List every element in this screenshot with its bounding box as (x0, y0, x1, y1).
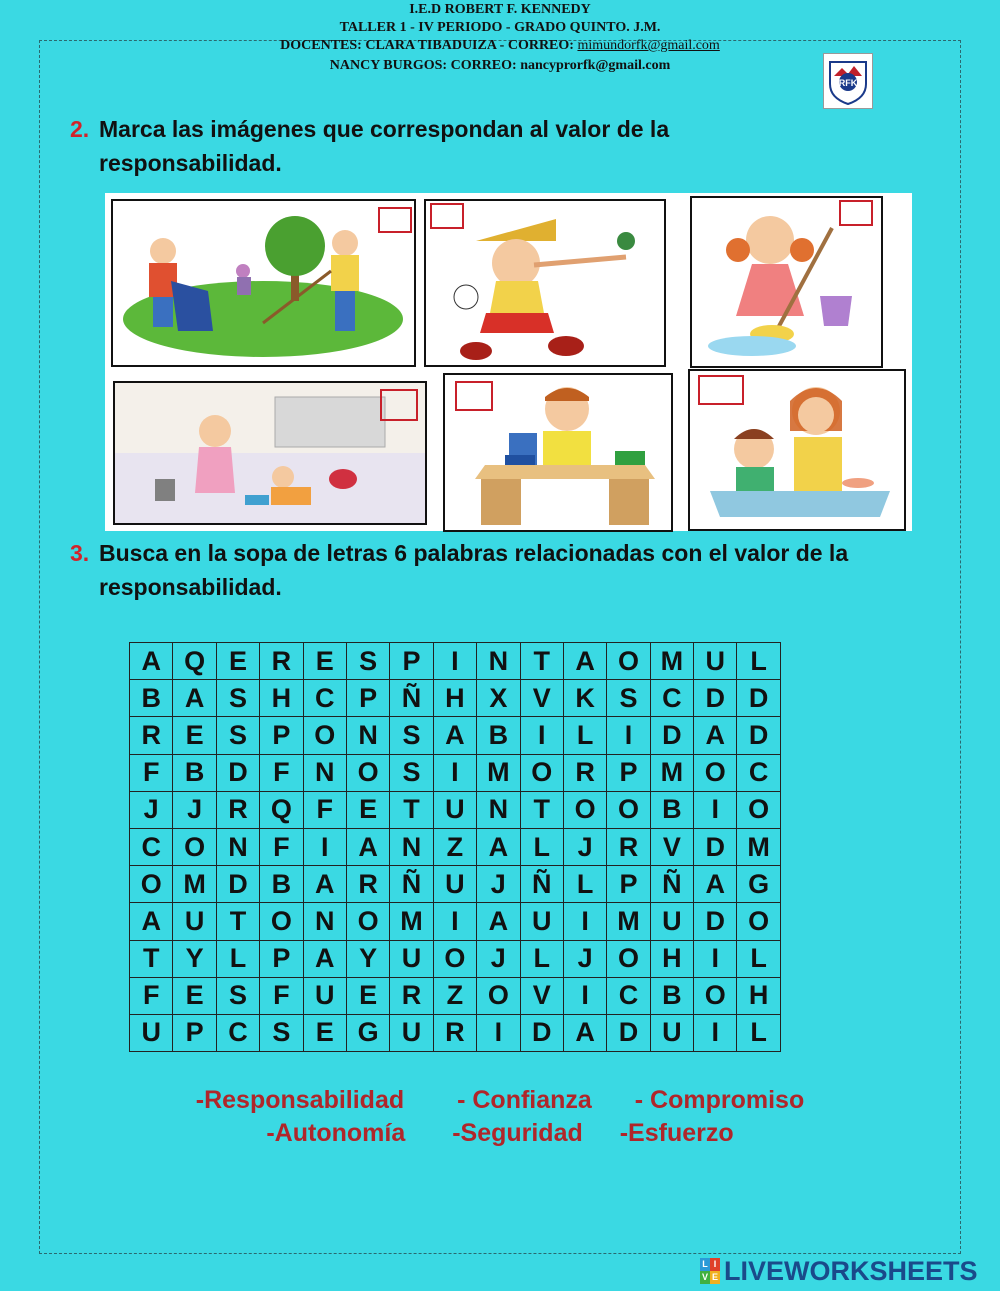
grid-cell[interactable]: I (303, 828, 346, 865)
grid-cell[interactable]: F (260, 754, 303, 791)
grid-cell[interactable]: E (303, 1014, 346, 1051)
question-3 (70, 536, 960, 604)
grid-cell[interactable]: F (130, 754, 173, 791)
grid-cell[interactable]: D (694, 903, 737, 940)
liveworksheets-badge-icon: L I V E (701, 1259, 718, 1282)
grid-cell[interactable]: G (737, 866, 780, 903)
logo-text: RFK (838, 78, 858, 88)
grid-cell[interactable]: C (737, 754, 780, 791)
grid-cell[interactable]: J (563, 828, 606, 865)
grid-cell[interactable]: D (520, 1014, 563, 1051)
grid-cell[interactable]: Z (433, 828, 476, 865)
grid-cell[interactable]: A (130, 643, 173, 680)
grid-cell[interactable]: Z (433, 977, 476, 1014)
grid-cell[interactable]: A (694, 717, 737, 754)
checkbox-picture-1[interactable] (378, 207, 412, 233)
grid-cell[interactable]: E (173, 717, 216, 754)
grid-cell[interactable]: L (563, 866, 606, 903)
grid-row (130, 903, 781, 940)
grid-cell[interactable]: F (260, 977, 303, 1014)
grid-cell[interactable]: O (520, 754, 563, 791)
grid-cell[interactable]: E (303, 643, 346, 680)
grid-cell[interactable]: I (433, 754, 476, 791)
grid-cell[interactable]: V (520, 680, 563, 717)
grid-cell[interactable]: D (694, 828, 737, 865)
grid-cell[interactable]: I (433, 643, 476, 680)
grid-cell[interactable]: Ñ (390, 680, 433, 717)
grid-cell[interactable]: R (607, 828, 650, 865)
grid-cell[interactable]: O (260, 903, 303, 940)
grid-cell[interactable]: N (477, 791, 520, 828)
question-3-line2: responsabilidad. (99, 574, 282, 600)
grid-cell[interactable]: I (477, 1014, 520, 1051)
word-list-row-2 (0, 1119, 1000, 1148)
grid-cell[interactable]: M (650, 754, 693, 791)
word-confianza: - Confianza (457, 1086, 592, 1114)
grid-cell[interactable]: U (390, 940, 433, 977)
grid-cell[interactable]: I (520, 717, 563, 754)
grid-cell[interactable]: A (303, 866, 346, 903)
grid-cell[interactable]: M (737, 828, 780, 865)
grid-cell[interactable]: P (607, 866, 650, 903)
grid-cell[interactable]: O (303, 717, 346, 754)
word-seguridad: -Seguridad (452, 1119, 583, 1147)
grid-cell[interactable]: O (346, 754, 389, 791)
grid-cell[interactable]: F (303, 791, 346, 828)
grid-row (130, 680, 781, 717)
grid-cell[interactable]: C (216, 1014, 259, 1051)
grid-cell[interactable]: X (477, 680, 520, 717)
teachers-label: DOCENTES: CLARA TIBADUIZA - CORREO: (280, 38, 578, 53)
grid-cell[interactable]: T (130, 940, 173, 977)
grid-cell[interactable]: R (130, 717, 173, 754)
grid-cell[interactable]: L (737, 1014, 780, 1051)
grid-cell[interactable]: D (607, 1014, 650, 1051)
grid-cell[interactable]: I (433, 903, 476, 940)
grid-cell[interactable]: F (260, 828, 303, 865)
word-responsabilidad: -Responsabilidad (195, 1086, 405, 1114)
grid-cell[interactable]: B (130, 680, 173, 717)
grid-cell[interactable]: R (433, 1014, 476, 1051)
grid-cell[interactable]: O (563, 791, 606, 828)
grid-cell[interactable]: C (607, 977, 650, 1014)
grid-cell[interactable]: O (694, 754, 737, 791)
grid-cell[interactable]: O (130, 866, 173, 903)
grid-cell[interactable]: E (346, 791, 389, 828)
checkbox-picture-5[interactable] (455, 381, 493, 411)
grid-cell[interactable]: C (650, 680, 693, 717)
grid-cell[interactable]: N (346, 717, 389, 754)
grid-cell[interactable]: B (477, 717, 520, 754)
checkbox-picture-4[interactable] (380, 389, 418, 421)
picture-girl-mopping (690, 196, 883, 368)
grid-cell[interactable]: G (346, 1014, 389, 1051)
grid-cell[interactable]: Q (173, 643, 216, 680)
grid-cell[interactable]: P (173, 1014, 216, 1051)
workshop-title: TALLER 1 - IV PERIODO - GRADO QUINTO. J.M. (339, 20, 661, 35)
grid-row (130, 717, 781, 754)
checkbox-picture-2[interactable] (430, 203, 464, 229)
grid-cell[interactable]: D (737, 717, 780, 754)
grid-cell[interactable]: O (607, 940, 650, 977)
grid-cell[interactable]: I (694, 940, 737, 977)
grid-cell[interactable]: S (346, 643, 389, 680)
grid-cell[interactable]: V (650, 828, 693, 865)
grid-cell[interactable]: A (346, 828, 389, 865)
picture-girls-dishes (688, 369, 906, 531)
grid-cell[interactable]: D (650, 717, 693, 754)
grid-cell[interactable]: J (477, 940, 520, 977)
grid-cell[interactable]: A (694, 866, 737, 903)
word-search-grid (129, 642, 781, 1052)
grid-cell[interactable]: D (737, 680, 780, 717)
grid-cell[interactable]: S (260, 1014, 303, 1051)
grid-cell[interactable]: D (216, 754, 259, 791)
grid-cell[interactable]: H (650, 940, 693, 977)
grid-cell[interactable]: R (390, 977, 433, 1014)
grid-cell[interactable]: L (737, 940, 780, 977)
grid-row (130, 754, 781, 791)
question-2-line2: responsabilidad. (99, 150, 282, 176)
liveworksheets-logo[interactable] (700, 1256, 978, 1286)
grid-cell[interactable]: J (130, 791, 173, 828)
grid-cell[interactable]: O (607, 791, 650, 828)
grid-cell[interactable]: O (694, 977, 737, 1014)
grid-cell[interactable]: U (694, 643, 737, 680)
grid-cell[interactable]: H (433, 680, 476, 717)
grid-cell[interactable]: L (563, 717, 606, 754)
grid-cell[interactable]: O (346, 903, 389, 940)
grid-cell[interactable]: U (433, 866, 476, 903)
grid-cell[interactable]: Ñ (390, 866, 433, 903)
grid-cell[interactable]: P (260, 940, 303, 977)
grid-cell[interactable]: K (563, 680, 606, 717)
grid-cell[interactable]: C (130, 828, 173, 865)
grid-cell[interactable]: N (216, 828, 259, 865)
grid-cell[interactable]: R (216, 791, 259, 828)
grid-cell[interactable]: Y (173, 940, 216, 977)
grid-cell[interactable]: P (607, 754, 650, 791)
picture-panel (105, 193, 912, 531)
grid-cell[interactable]: P (260, 717, 303, 754)
grid-cell[interactable]: N (303, 903, 346, 940)
grid-cell[interactable]: A (563, 1014, 606, 1051)
grid-cell[interactable]: J (173, 791, 216, 828)
grid-cell[interactable]: I (694, 791, 737, 828)
grid-cell[interactable]: A (433, 717, 476, 754)
grid-cell[interactable]: M (173, 866, 216, 903)
teacher-email-link[interactable]: mimundorfk@gmail.com (577, 38, 720, 53)
school-logo (823, 53, 873, 109)
grid-cell[interactable]: O (173, 828, 216, 865)
grid-cell[interactable]: A (563, 643, 606, 680)
grid-cell[interactable]: N (303, 754, 346, 791)
grid-cell[interactable]: T (216, 903, 259, 940)
grid-row (130, 643, 781, 680)
question-2-number: 2. (70, 116, 90, 142)
grid-cell[interactable]: L (216, 940, 259, 977)
grid-cell[interactable]: O (737, 903, 780, 940)
grid-cell[interactable]: O (607, 643, 650, 680)
grid-cell[interactable]: B (650, 791, 693, 828)
grid-cell[interactable]: T (390, 791, 433, 828)
grid-cell[interactable]: O (477, 977, 520, 1014)
grid-row (130, 866, 781, 903)
question-2-line1: Marca las imágenes que correspondan al valor de la (99, 116, 670, 142)
checkbox-picture-3[interactable] (839, 200, 873, 226)
grid-cell[interactable]: D (216, 866, 259, 903)
grid-cell[interactable]: E (173, 977, 216, 1014)
grid-cell[interactable]: Ñ (520, 866, 563, 903)
grid-cell[interactable]: U (650, 903, 693, 940)
grid-cell[interactable]: R (563, 754, 606, 791)
grid-cell[interactable]: E (346, 977, 389, 1014)
grid-cell[interactable]: N (477, 643, 520, 680)
grid-cell[interactable]: M (650, 643, 693, 680)
grid-cell[interactable]: R (346, 866, 389, 903)
grid-cell[interactable]: U (520, 903, 563, 940)
grid-cell[interactable]: N (390, 828, 433, 865)
grid-cell[interactable]: B (260, 866, 303, 903)
grid-cell[interactable]: A (173, 680, 216, 717)
teacher2-line: NANCY BURGOS: CORREO: nancyprorfk@gmail.com (329, 58, 671, 73)
grid-cell[interactable]: U (650, 1014, 693, 1051)
grid-cell[interactable]: H (260, 680, 303, 717)
grid-cell[interactable]: B (650, 977, 693, 1014)
grid-cell[interactable]: H (737, 977, 780, 1014)
grid-cell[interactable]: P (390, 643, 433, 680)
word-list-row-1 (0, 1086, 1000, 1115)
word-autonomia: -Autonomía (266, 1119, 406, 1147)
grid-cell[interactable]: U (433, 791, 476, 828)
word-esfuerzo: -Esfuerzo (619, 1119, 734, 1147)
grid-cell[interactable]: I (563, 903, 606, 940)
grid-cell[interactable]: M (607, 903, 650, 940)
school-name: I.E.D ROBERT F. KENNEDY (409, 2, 591, 17)
grid-cell[interactable]: A (477, 828, 520, 865)
grid-cell[interactable]: I (563, 977, 606, 1014)
grid-cell[interactable]: T (520, 791, 563, 828)
grid-row (130, 940, 781, 977)
grid-cell[interactable]: M (390, 903, 433, 940)
question-3-number: 3. (70, 540, 90, 566)
grid-cell[interactable]: U (390, 1014, 433, 1051)
grid-cell[interactable]: E (216, 643, 259, 680)
grid-row (130, 828, 781, 865)
grid-cell[interactable]: Ñ (650, 866, 693, 903)
grid-cell[interactable]: L (737, 643, 780, 680)
grid-cell[interactable]: Q (260, 791, 303, 828)
grid-cell[interactable]: S (216, 977, 259, 1014)
grid-cell[interactable]: L (520, 940, 563, 977)
grid-cell[interactable]: C (303, 680, 346, 717)
picture-boy-studying (443, 373, 673, 532)
grid-cell[interactable]: V (520, 977, 563, 1014)
grid-cell[interactable]: O (737, 791, 780, 828)
grid-cell[interactable]: A (477, 903, 520, 940)
grid-cell[interactable]: U (130, 1014, 173, 1051)
grid-cell[interactable]: B (173, 754, 216, 791)
question-2 (70, 112, 960, 180)
grid-cell[interactable]: I (607, 717, 650, 754)
liveworksheets-brand: LIVEWORKSHEETS (724, 1255, 978, 1286)
grid-row (130, 791, 781, 828)
picture-park-cleaning (111, 199, 416, 367)
grid-cell[interactable]: T (520, 643, 563, 680)
grid-cell[interactable]: F (130, 977, 173, 1014)
grid-cell[interactable]: R (260, 643, 303, 680)
grid-cell[interactable]: U (303, 977, 346, 1014)
grid-cell[interactable]: U (173, 903, 216, 940)
picture-pinocchio (424, 199, 666, 367)
picture-messy-room (113, 381, 427, 525)
word-compromiso: - Compromiso (634, 1086, 805, 1114)
teachers-line (0, 38, 1000, 54)
grid-row (130, 977, 781, 1014)
grid-cell[interactable]: A (130, 903, 173, 940)
grid-cell[interactable]: A (303, 940, 346, 977)
grid-cell[interactable]: J (563, 940, 606, 977)
grid-cell[interactable]: S (390, 754, 433, 791)
grid-cell[interactable]: M (477, 754, 520, 791)
grid-row (130, 1014, 781, 1051)
grid-cell[interactable]: S (216, 680, 259, 717)
grid-cell[interactable]: S (216, 717, 259, 754)
question-3-line1: Busca en la sopa de letras 6 palabras relacionadas con el valor de la (99, 540, 849, 566)
grid-cell[interactable]: D (694, 680, 737, 717)
grid-cell[interactable]: S (607, 680, 650, 717)
grid-cell[interactable]: I (694, 1014, 737, 1051)
grid-cell[interactable]: P (346, 680, 389, 717)
grid-cell[interactable]: Y (346, 940, 389, 977)
grid-cell[interactable]: J (477, 866, 520, 903)
checkbox-picture-6[interactable] (698, 375, 744, 405)
grid-cell[interactable]: S (390, 717, 433, 754)
grid-cell[interactable]: L (520, 828, 563, 865)
grid-cell[interactable]: O (433, 940, 476, 977)
